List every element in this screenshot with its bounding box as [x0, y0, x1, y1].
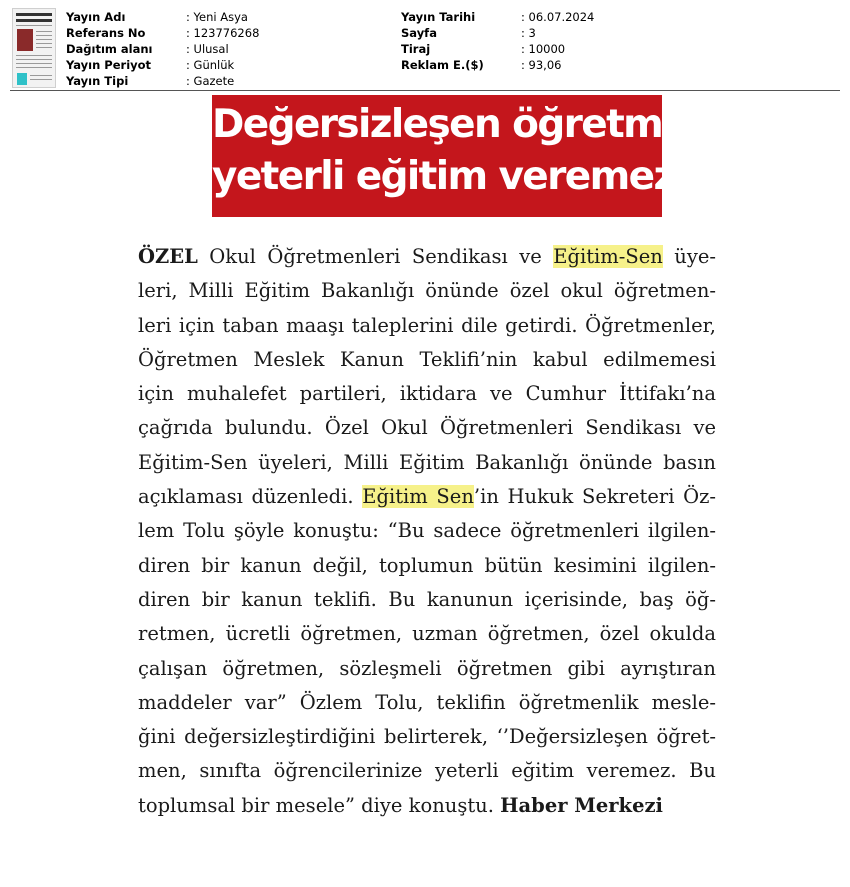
meta-row	[66, 73, 259, 89]
meta-row	[66, 41, 259, 57]
article-text: için muhalefet partileri, iktidara ve Cumhur İttifakı’na	[138, 382, 716, 406]
article-text: üye-	[662, 245, 716, 268]
meta-label: Reklam E.($)	[401, 58, 484, 72]
meta-label: Yayın Tarihi	[401, 10, 476, 24]
article-line	[138, 240, 716, 274]
meta-label: Referans No	[66, 26, 146, 40]
article-line	[138, 446, 716, 480]
meta-row	[401, 25, 594, 41]
meta-value: : Günlük	[186, 58, 235, 72]
meta-row	[401, 41, 594, 57]
header-divider	[10, 90, 840, 91]
article-text: Öğretmen Meslek Kanun Teklifi’nin kabul edilmemesi	[138, 347, 716, 371]
article-line	[138, 343, 716, 377]
meta-row	[401, 57, 594, 73]
meta-row	[66, 25, 259, 41]
byline: Haber Merkezi	[500, 793, 663, 817]
meta-label: Dağıtım alanı	[66, 42, 153, 56]
article-text: ğini değersizleştirdiğini belirterek, ‘’Değersizleşen öğret-	[138, 725, 716, 749]
article-line	[138, 754, 716, 788]
article-line	[138, 309, 716, 343]
article-line	[138, 686, 716, 720]
article-text: çalışan öğretmen, sözleşmeli öğretmen gibi ayrıştıran	[138, 656, 716, 680]
article-text: men, sınıfta öğrencilerinize yeterli eğitim veremez. Bu	[138, 759, 716, 783]
meta-label: Yayın Adı	[66, 10, 126, 24]
article-line	[138, 274, 716, 308]
meta-row	[66, 57, 259, 73]
meta-value: : Ulusal	[186, 42, 229, 56]
meta-row	[401, 9, 594, 25]
meta-label: Tiraj	[401, 42, 431, 56]
article-text: diren bir kanun değil, toplumun bütün kesimini ilgilen-	[138, 553, 716, 577]
article-text: açıklaması düzenledi.	[138, 485, 363, 509]
article-body	[138, 240, 716, 823]
article-line	[138, 377, 716, 411]
article-text: ’in Hukuk Sekreteri Öz-	[473, 485, 716, 509]
meta-value: : 06.07.2024	[521, 10, 595, 24]
meta-row	[66, 9, 259, 25]
article-text: leri için taban maaşı taleplerini dile getirdi. Öğretmenler,	[138, 313, 716, 337]
article-line	[138, 480, 716, 514]
article-line	[138, 720, 716, 754]
article-text: çağrıda bulundu. Özel Okul Öğretmenleri Sendikası ve	[138, 416, 716, 440]
article-line	[138, 617, 716, 651]
article-line	[138, 583, 716, 617]
meta-label: Yayın Periyot	[66, 58, 152, 72]
meta-value: : 10000	[521, 42, 566, 56]
article-line	[138, 789, 716, 823]
meta-value: : Yeni Asya	[186, 10, 248, 24]
article-text: lem Tolu şöyle konuştu: “Bu sadece öğretmenleri ilgilen-	[138, 519, 716, 543]
meta-value: : 3	[521, 26, 536, 40]
article-line	[138, 411, 716, 445]
highlighted-term: Eğitim Sen	[362, 485, 474, 509]
article-text: diren bir kanun teklifi. Bu kanunun içerisinde, baş öğ-	[138, 587, 716, 611]
meta-label: Yayın Tipi	[66, 74, 129, 88]
article-text: Okul Öğretmenleri Sendikası ve	[197, 245, 554, 268]
publication-info-right	[401, 9, 594, 73]
article-text: toplumsal bir mesele” diye konuştu.	[138, 793, 501, 817]
article-text: Eğitim-Sen üyeleri, Milli Eğitim Bakanlığı önünde basın	[138, 450, 716, 474]
article-text: leri, Milli Eğitim Bakanlığı önünde özel okul öğretmen-	[138, 279, 716, 303]
meta-value: : 93,06	[521, 58, 562, 72]
article-text: retmen, ücretli öğretmen, uzman öğretmen, özel okulda	[138, 622, 716, 646]
meta-value: : 123776268	[186, 26, 260, 40]
article-text: maddeler var” Özlem Tolu, teklifin öğretmenlik mesle-	[138, 690, 716, 714]
headline-line: Değersizleşen öğretmen	[212, 102, 714, 147]
meta-value: : Gazete	[186, 74, 235, 88]
newspaper-thumbnail	[12, 8, 56, 88]
article-line	[138, 652, 716, 686]
headline	[212, 95, 714, 217]
headline-line: yeterli eğitim veremez	[212, 154, 675, 199]
article-line	[138, 514, 716, 548]
meta-label: Sayfa	[401, 26, 437, 40]
publication-info-left	[66, 9, 259, 89]
article-line	[138, 549, 716, 583]
highlighted-term: Eğitim-Sen	[553, 245, 663, 268]
lead-word: ÖZEL	[138, 245, 198, 268]
